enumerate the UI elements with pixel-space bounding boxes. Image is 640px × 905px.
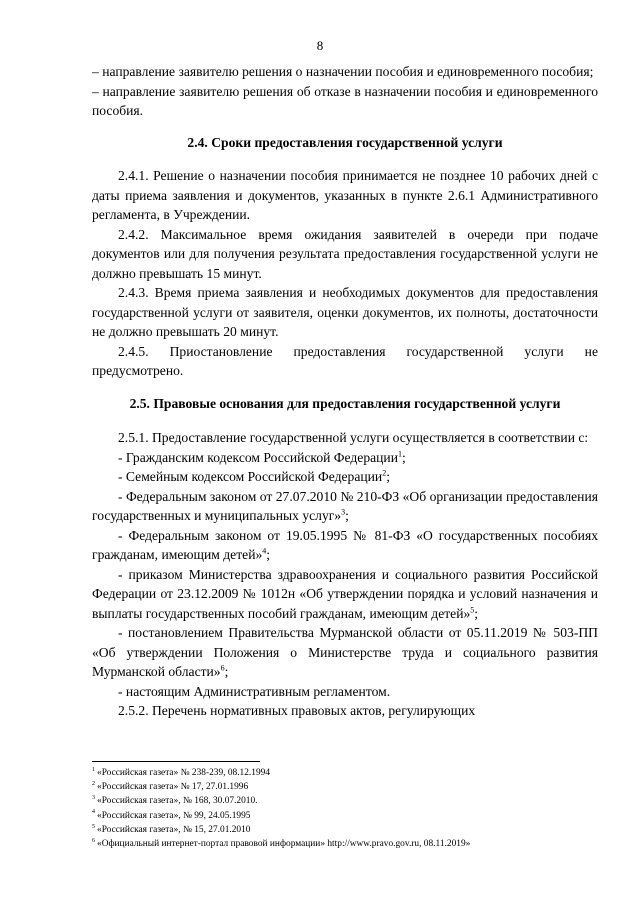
footnote (92, 780, 598, 794)
footnote-number: 2 (92, 781, 95, 788)
footnote-text: «Российская газета», № 99, 24.05.1995 (97, 810, 251, 821)
paragraph-2-4-1: 2.4.1. Решение о назначении пособия принимается не позднее 10 рабочих дней с даты приема заявления и документов, указанных в пункте 2.6.1 Административного регламента, в Учреждении. (92, 168, 598, 222)
legal-basis-item (92, 448, 598, 468)
legal-basis-text: - Семейным кодексом Российской Федерации (118, 469, 383, 484)
legal-basis-text: - приказом Министерства здравоохранения и социального развития Российской Федерации от 23.12.2009 № 1012н «Об утверждении порядка и условий назначения и выплаты государственных пособий гражданам, имеющим детей» (92, 566, 598, 621)
footnote-number: 4 (92, 809, 95, 816)
document-body (92, 62, 598, 721)
paragraph-2-4-5: 2.4.5. Приостановление предоставления государственной услуги не предусмотрено. (92, 343, 598, 378)
footnote-text: «Российская газета», № 15, 27.01.2010 (97, 824, 251, 835)
legal-basis-item (92, 467, 598, 487)
footnote (92, 823, 598, 837)
footnote-ref[interactable]: 6 (220, 663, 225, 673)
footnote-number: 5 (92, 823, 95, 830)
legal-basis-item (92, 565, 598, 624)
item-end: ; (402, 449, 406, 465)
section-heading-2-4: 2.4. Сроки предоставления государственной услуги (187, 134, 503, 150)
footnote-number: 3 (92, 795, 95, 802)
footnote-ref[interactable]: 1 (398, 448, 402, 458)
legal-basis-item (92, 526, 598, 565)
page-number: 8 (316, 38, 324, 53)
footnote (92, 809, 598, 823)
item-end: ; (474, 605, 479, 621)
footnote-ref[interactable]: 5 (470, 604, 475, 614)
list-item: – направление заявителю решения о назначении пособия и единовременного пособия; (92, 64, 594, 79)
paragraph-2-4-3: 2.4.3. Время приема заявления и необходимых документов для предоставления государственной услуги от заявителя, оценки документов, их полноты, достаточности не должно превышать 20 минут. (92, 285, 598, 339)
legal-basis-text: - постановлением Правительства Мурманской области от 05.11.2019 № 503-ПП «Об утверждении Положения о Министерстве труда и социального развития Мурманской области» (92, 625, 598, 679)
item-end: ; (345, 508, 349, 523)
legal-basis-item (92, 623, 598, 682)
footnote-text: «Официальный интернет-портал правовой информации» http://www.pravo.gov.ru, 08.11.2019» (97, 839, 471, 850)
legal-basis-text: - Федеральным законом от 27.07.2010 № 210-ФЗ «Об организации предоставления государственных и муниципальных услуг» (92, 488, 598, 523)
section-heading-2-5: 2.5. Правовые основания для предоставления государственной услуги (129, 395, 561, 411)
legal-basis-item (92, 487, 598, 526)
footnote-text: «Российская газета», № 168, 30.07.2010. (97, 796, 258, 807)
legal-basis-text: - Гражданским кодексом Российской Федерации (118, 449, 398, 465)
legal-basis-item (92, 682, 598, 702)
footnote-number: 6 (92, 837, 95, 844)
footnote-text: «Российская газета» № 17, 27.01.1996 (97, 782, 249, 793)
item-end: ; (224, 664, 229, 679)
paragraph-2-4-2: 2.4.2. Максимальное время ожидания заявителей в очереди при подаче документов или для получения результата предоставления государственной услуги не должно превышать 15 минут. (92, 226, 598, 281)
footnote (92, 794, 598, 808)
paragraph-2-5-2: 2.5.2. Перечень нормативных правовых актов, регулирующих (118, 703, 476, 718)
footnote-ref[interactable]: 2 (382, 468, 387, 478)
footnote-ref[interactable]: 3 (341, 507, 346, 517)
paragraph-2-5-1: 2.5.1. Предоставление государственной услуги осуществляется в соответствии с: (118, 430, 589, 445)
footnote-ref[interactable]: 4 (262, 546, 267, 556)
footnote-text: «Российская газета» № 238-239, 08.12.1994 (97, 768, 271, 778)
footnote (92, 766, 598, 780)
item-end: ; (386, 469, 390, 484)
list-item: – направление заявителю решения об отказе в назначении пособия и единовременного пособия. (92, 83, 598, 118)
footnote (92, 837, 598, 851)
footnote-separator (92, 761, 260, 762)
legal-basis-text: - Федеральным законом от 19.05.1995 № 81-ФЗ «О государственных пособиях гражданам, имеющим детей» (92, 527, 598, 562)
item-end: ; (266, 547, 271, 562)
footnote-number: 1 (92, 766, 95, 773)
legal-basis-text: - настоящим Административным регламентом. (118, 683, 391, 699)
footnotes (92, 766, 598, 851)
